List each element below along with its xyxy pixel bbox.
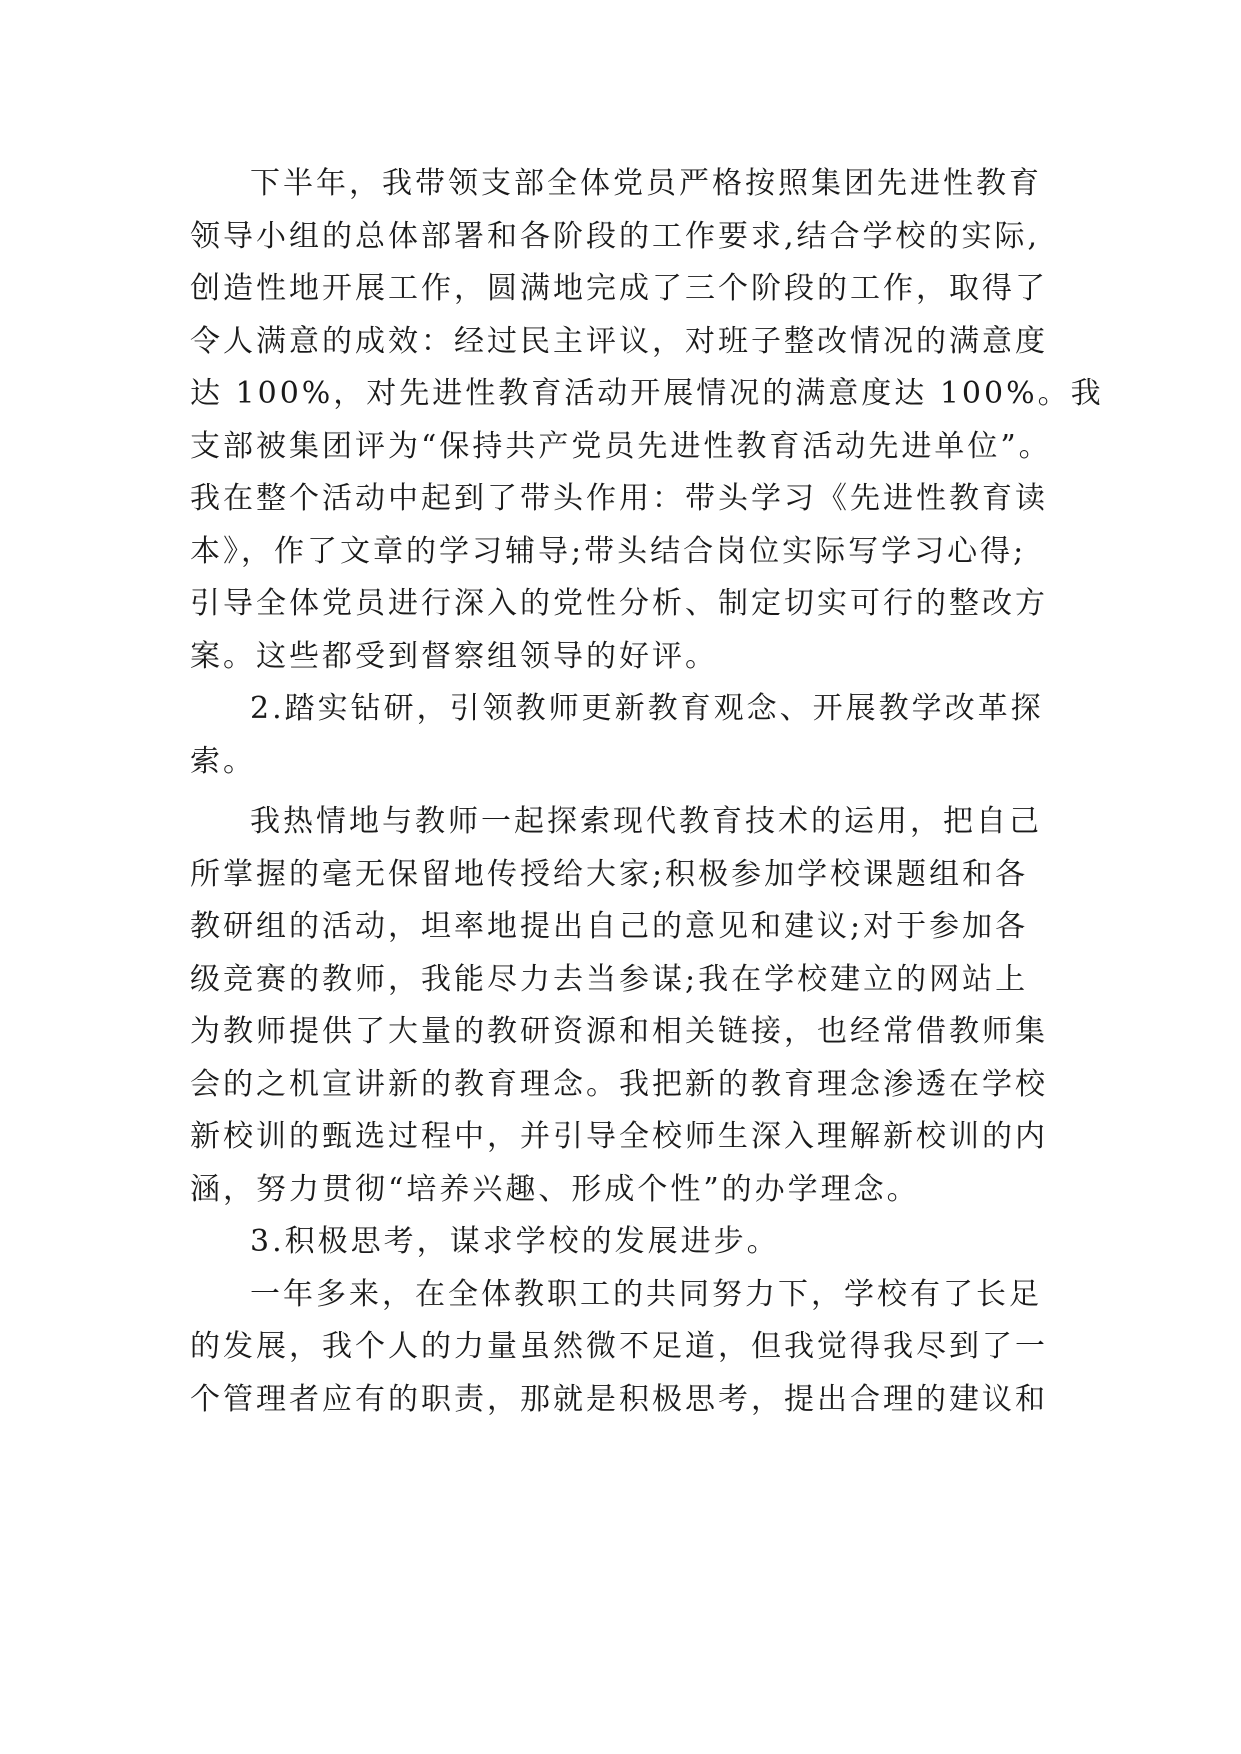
paragraph-line: 一年多来，在全体教职工的共同努力下，学校有了长足 bbox=[250, 1276, 1042, 1312]
paragraph-line: 下半年，我带领支部全体党员严格按照集团先进性教育 bbox=[250, 166, 1042, 201]
paragraph-line: 会的之机宣讲新的教育理念。我把新的教育理念渗透在学校 bbox=[190, 1066, 1048, 1102]
paragraph-line: 领导小组的总体部署和各阶段的工作要求,结合学校的实际, bbox=[190, 218, 1041, 254]
paragraph-line: 令人满意的成效：经过民主评议，对班子整改情况的满意度 bbox=[190, 323, 1048, 359]
paragraph-line: 新校训的甄选过程中，并引导全校师生深入理解新校训的内 bbox=[190, 1119, 1048, 1154]
paragraph-line: 创造性地开展工作，圆满地完成了三个阶段的工作，取得了 bbox=[190, 271, 1048, 306]
paragraph-line: 所掌握的毫无保留地传授给大家;积极参加学校课题组和各 bbox=[190, 856, 1029, 892]
paragraph-line: 引导全体党员进行深入的党性分析、制定切实可行的整改方 bbox=[190, 586, 1048, 621]
section-heading-continuation: 索。 bbox=[190, 743, 256, 779]
section-heading: 2.踏实钻研，引领教师更新教育观念、开展教学改革探 bbox=[250, 691, 1044, 726]
paragraph-line: 支部被集团评为“保持共产党员先进性教育活动先进单位”。 bbox=[190, 428, 1052, 464]
paragraph-line: 的发展，我个人的力量虽然微不足道，但我觉得我尽到了一 bbox=[190, 1329, 1048, 1364]
document-body bbox=[190, 158, 1104, 1426]
paragraph-line: 为教师提供了大量的教研资源和相关链接，也经常借教师集 bbox=[190, 1014, 1048, 1049]
paragraph-line: 级竞赛的教师，我能尽力去当参谋;我在学校建立的网站上 bbox=[190, 961, 1029, 997]
paragraph-line: 个管理者应有的职责，那就是积极思考，提出合理的建议和 bbox=[190, 1381, 1048, 1417]
paragraph-line: 本》，作了文章的学习辅导;带头结合岗位实际写学习心得; bbox=[190, 533, 1027, 569]
paragraph-line: 我在整个活动中起到了带头作用：带头学习《先进性教育读 bbox=[190, 481, 1048, 516]
paragraph-line: 达 100%，对先进性教育活动开展情况的满意度达 100%。我 bbox=[190, 376, 1104, 411]
paragraph-line: 我热情地与教师一起探索现代教育技术的运用，把自己 bbox=[250, 804, 1042, 839]
paragraph-line: 涵，努力贯彻“培养兴趣、形成个性”的办学理念。 bbox=[190, 1171, 920, 1207]
paragraph-line: 案。这些都受到督察组领导的好评。 bbox=[190, 638, 718, 674]
paragraph-line: 教研组的活动，坦率地提出自己的意见和建议;对于参加各 bbox=[190, 909, 1029, 944]
section-heading: 3.积极思考，谋求学校的发展进步。 bbox=[250, 1224, 780, 1259]
